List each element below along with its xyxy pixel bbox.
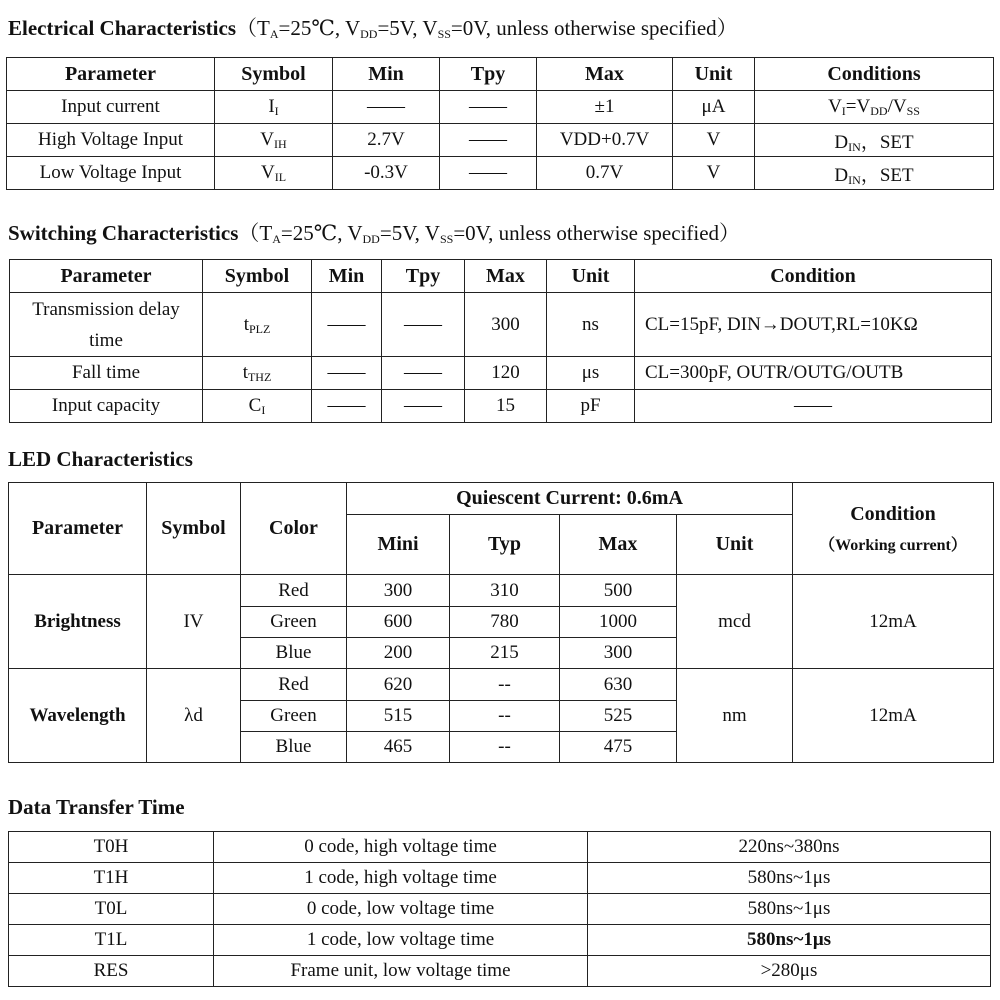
timing-value-cell: 220ns~380ns [588, 832, 991, 863]
max-cell: 475 [560, 732, 677, 763]
typ-cell: —— [440, 157, 537, 190]
unit-cell: mcd [677, 575, 793, 669]
typ-cell: —— [382, 357, 465, 390]
max-cell: 120 [465, 357, 547, 390]
unit-cell: V [673, 124, 755, 157]
table-row [9, 863, 991, 894]
table-row [9, 925, 991, 956]
electrical-table [6, 57, 994, 190]
param-cell: Input capacity [10, 390, 203, 423]
table-row [7, 91, 994, 124]
switching-heading: Switching Characteristics [8, 221, 239, 245]
col-header: Typ [450, 515, 560, 575]
transfer-table [8, 831, 991, 987]
timing-desc-cell: 0 code, high voltage time [214, 832, 588, 863]
col-header: Unit [677, 515, 793, 575]
param-cell: Input current [7, 91, 215, 124]
timing-desc-cell: 1 code, high voltage time [214, 863, 588, 894]
typ-cell: 780 [450, 607, 560, 638]
timing-name-cell: T0H [9, 832, 214, 863]
switching-table [9, 259, 992, 423]
max-cell: 630 [560, 669, 677, 701]
col-header: Min [312, 260, 382, 293]
max-cell: 0.7V [537, 157, 673, 190]
timing-value-cell: 580ns~1μs [588, 863, 991, 894]
typ-cell: —— [440, 124, 537, 157]
max-cell: 525 [560, 701, 677, 732]
mini-cell: 620 [347, 669, 450, 701]
table-row [9, 956, 991, 987]
typ-cell: —— [382, 390, 465, 423]
unit-cell: nm [677, 669, 793, 763]
param-cell: Low Voltage Input [7, 157, 215, 190]
col-header: Tpy [382, 260, 465, 293]
param-cell: Wavelength [9, 669, 147, 763]
max-cell: 300 [465, 293, 547, 357]
table-row [10, 293, 992, 357]
min-cell: —— [312, 293, 382, 357]
mini-cell: 515 [347, 701, 450, 732]
condition-cell: —— [635, 390, 992, 423]
col-header: Min [333, 58, 440, 91]
typ-cell: —— [382, 293, 465, 357]
max-cell: 300 [560, 638, 677, 669]
max-cell: VDD+0.7V [537, 124, 673, 157]
col-header: Color [241, 483, 347, 575]
condition-cell: $D_{IN}$，SET [755, 157, 994, 190]
condition-cell: $D_{IN}$，SET [755, 124, 994, 157]
timing-desc-cell: 1 code, low voltage time [214, 925, 588, 956]
condition-cell: CL=15pF, DIN→DOUT,RL=10KΩ [635, 293, 992, 357]
col-header: Quiescent Current: 0.6mA [347, 483, 793, 515]
max-cell: 500 [560, 575, 677, 607]
condition-cell: 12mA [793, 669, 994, 763]
mini-cell: 600 [347, 607, 450, 638]
condition-cell: $V_I=V_{DD}/V_{SS}$ [755, 91, 994, 124]
color-cell: Blue [241, 638, 347, 669]
unit-cell: ns [547, 293, 635, 357]
col-header: Unit [673, 58, 755, 91]
transfer-heading: Data Transfer Time [8, 795, 185, 819]
symbol-cell: IV [147, 575, 241, 669]
table-header-row [9, 483, 994, 515]
typ-cell: 310 [450, 575, 560, 607]
table-row [9, 894, 991, 925]
param-cell: High Voltage Input [7, 124, 215, 157]
timing-name-cell: T1L [9, 925, 214, 956]
symbol-cell: $I_I$ [215, 91, 333, 124]
unit-cell: μs [547, 357, 635, 390]
led-table [8, 482, 994, 763]
col-header: Unit [547, 260, 635, 293]
mini-cell: 465 [347, 732, 450, 763]
max-cell: 15 [465, 390, 547, 423]
color-cell: Blue [241, 732, 347, 763]
param-cell: Fall time [10, 357, 203, 390]
min-cell: —— [333, 91, 440, 124]
col-header: Condition [635, 260, 992, 293]
color-cell: Green [241, 607, 347, 638]
col-header: Max [537, 58, 673, 91]
led-title [8, 447, 193, 472]
mini-cell: 300 [347, 575, 450, 607]
min-cell: 2.7V [333, 124, 440, 157]
col-header: Parameter [10, 260, 203, 293]
col-header: Mini [347, 515, 450, 575]
symbol-cell: $C_I$ [203, 390, 312, 423]
symbol-cell: $t_{PLZ}$ [203, 293, 312, 357]
min-cell: -0.3V [333, 157, 440, 190]
param-cell: Brightness [9, 575, 147, 669]
col-header: Symbol [215, 58, 333, 91]
table-row [9, 669, 994, 701]
electrical-note: （$T_A=25℃$, $V_{DD}=5V$, $V_{SS}=0V$, unless otherwise specified） [236, 16, 738, 41]
table-row [10, 390, 992, 423]
table-row [7, 157, 994, 190]
col-header: Conditions [755, 58, 994, 91]
typ-cell: -- [450, 669, 560, 701]
timing-value-cell: 580ns~1μs [588, 925, 991, 956]
color-cell: Green [241, 701, 347, 732]
transfer-title [8, 795, 185, 820]
timing-desc-cell: 0 code, low voltage time [214, 894, 588, 925]
condition-cell: 12mA [793, 575, 994, 669]
min-cell: —— [312, 390, 382, 423]
typ-cell: —— [440, 91, 537, 124]
electrical-title [8, 12, 738, 42]
color-cell: Red [241, 669, 347, 701]
table-header-row [7, 58, 994, 91]
symbol-cell: $V_{IL}$ [215, 157, 333, 190]
col-header: Symbol [147, 483, 241, 575]
typ-cell: 215 [450, 638, 560, 669]
led-heading: LED Characteristics [8, 447, 193, 471]
col-header: Tpy [440, 58, 537, 91]
condition-cell: CL=300pF, OUTR/OUTG/OUTB [635, 357, 992, 390]
col-header: Symbol [203, 260, 312, 293]
max-cell: 1000 [560, 607, 677, 638]
col-header: Condition （Working current） [793, 483, 994, 575]
max-cell: ±1 [537, 91, 673, 124]
unit-cell: V [673, 157, 755, 190]
symbol-cell: λd [147, 669, 241, 763]
switching-title [8, 217, 740, 247]
timing-value-cell: 580ns~1μs [588, 894, 991, 925]
mini-cell: 200 [347, 638, 450, 669]
table-header-row [10, 260, 992, 293]
electrical-heading: Electrical Characteristics [8, 16, 236, 40]
symbol-cell: $V_{IH}$ [215, 124, 333, 157]
col-header: Max [560, 515, 677, 575]
typ-cell: -- [450, 701, 560, 732]
symbol-cell: $t_{THZ}$ [203, 357, 312, 390]
min-cell: —— [312, 357, 382, 390]
typ-cell: -- [450, 732, 560, 763]
timing-name-cell: RES [9, 956, 214, 987]
timing-value-cell: >280μs [588, 956, 991, 987]
unit-cell: μA [673, 91, 755, 124]
timing-name-cell: T1H [9, 863, 214, 894]
switching-note: （$T_A=25℃$, $V_{DD}=5V$, $V_{SS}=0V$, unless otherwise specified） [238, 221, 741, 246]
table-row [9, 575, 994, 607]
unit-cell: pF [547, 390, 635, 423]
timing-name-cell: T0L [9, 894, 214, 925]
param-cell: Transmission delay time [10, 293, 203, 357]
table-row [10, 357, 992, 390]
col-header: Max [465, 260, 547, 293]
table-row [7, 124, 994, 157]
col-header: Parameter [7, 58, 215, 91]
table-row [9, 832, 991, 863]
col-header: Parameter [9, 483, 147, 575]
color-cell: Red [241, 575, 347, 607]
timing-desc-cell: Frame unit, low voltage time [214, 956, 588, 987]
